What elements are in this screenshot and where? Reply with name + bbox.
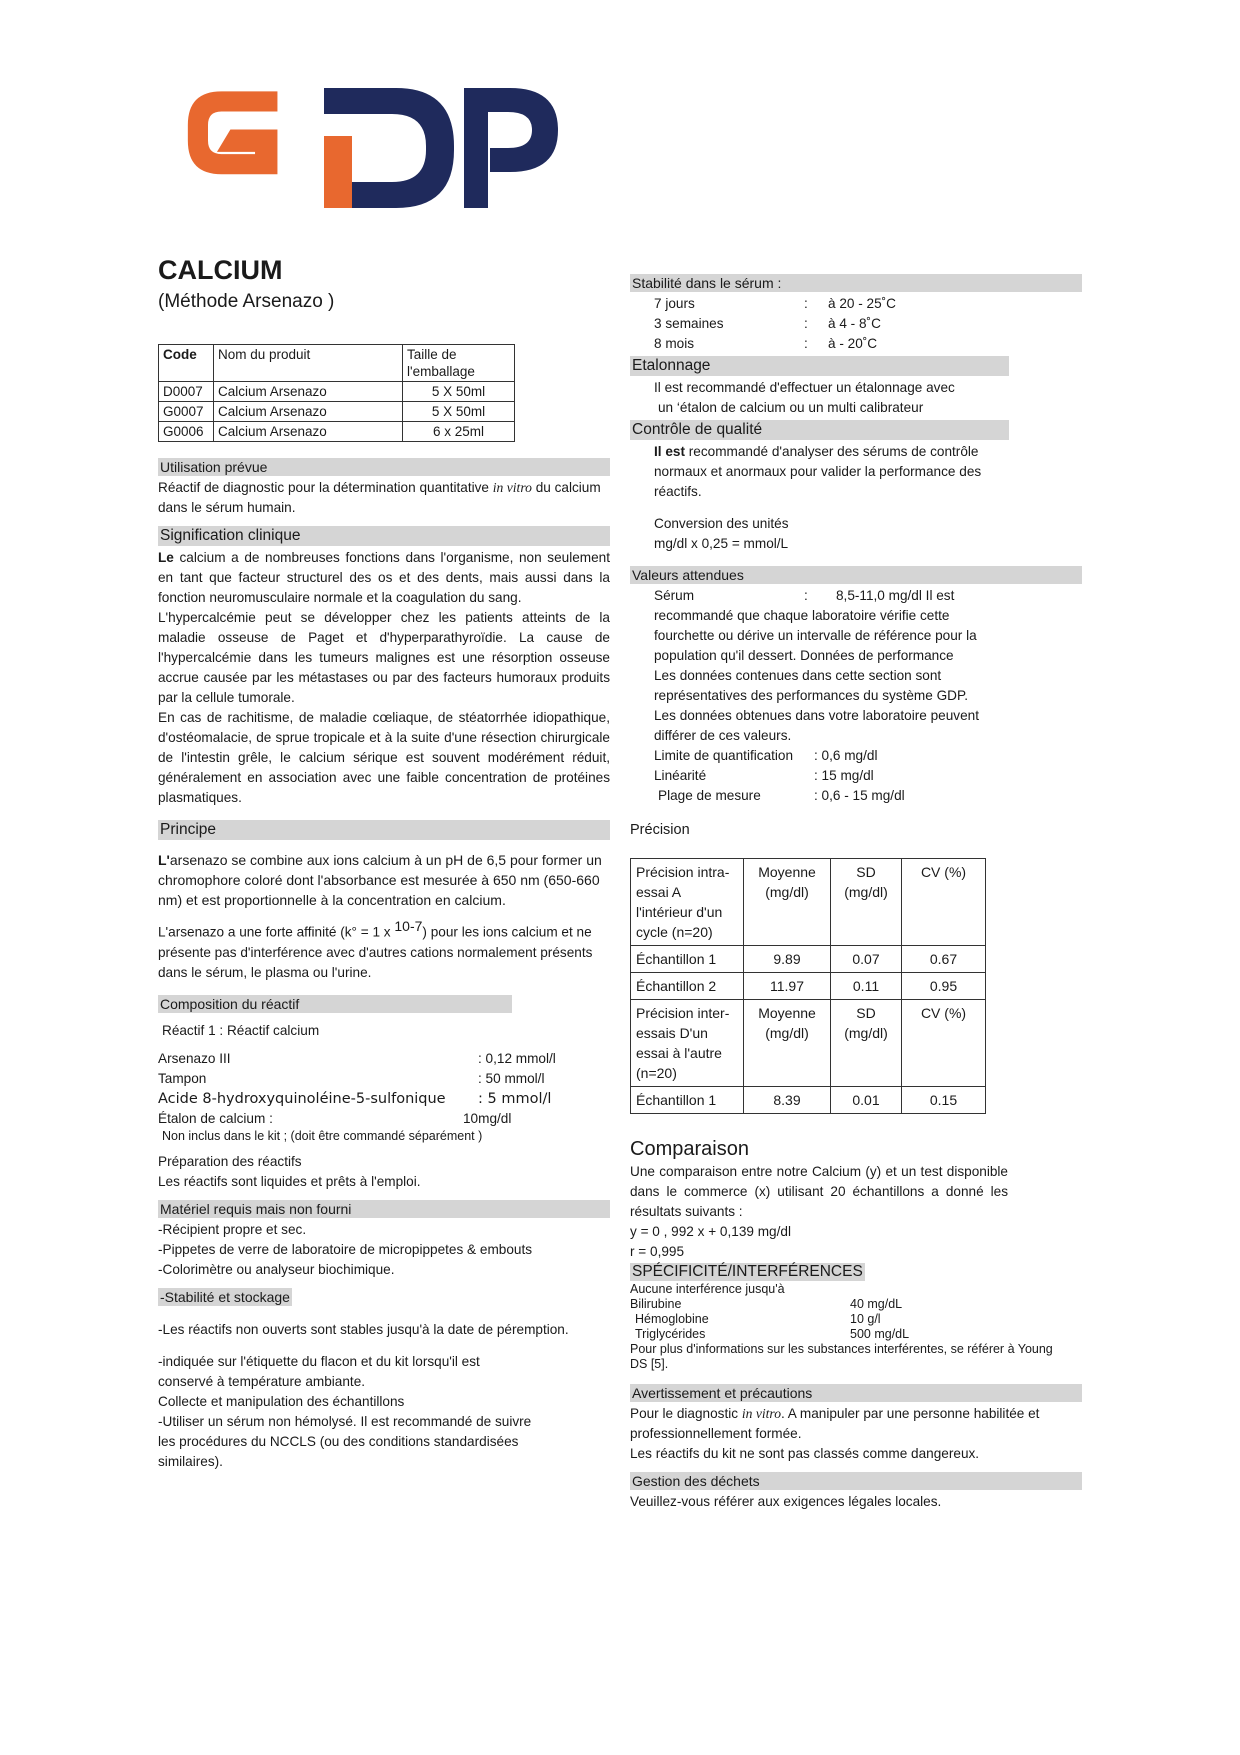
table-cell: 8.39	[744, 1087, 831, 1114]
table-cell: Échantillon 1	[631, 946, 744, 973]
table-cell: 5 X 50ml	[403, 382, 515, 402]
table-cell: 5 X 50ml	[403, 402, 515, 422]
logo-letter-p	[464, 88, 558, 208]
specificite-intro: Aucune interférence jusqu'à	[630, 1282, 785, 1296]
table-cell: 11.97	[744, 973, 831, 1000]
section-header-stabilite: -Stabilité et stockage	[160, 1288, 290, 1305]
table-row	[159, 422, 515, 442]
section-header-valeurs: Valeurs attendues	[630, 566, 1082, 584]
utilisation-text-b: du calcium dans le sérum humain.	[158, 480, 601, 515]
controle-bold: Il est	[654, 444, 685, 459]
table-cell: Calcium Arsenazo	[214, 382, 403, 402]
utilisation-text	[158, 478, 610, 518]
comparaison-title: Comparaison	[630, 1138, 749, 1160]
precision-header-cell: CV (%)	[902, 859, 986, 946]
signification-p1-text: calcium a de nombreuses fonctions dans l'organisme, non seulement en tant que facteur structurel des os et des dents, mais aussi dans la fonction neuromusculaire normale et la coagulation du sang.	[158, 550, 610, 605]
stabilite-serum-row	[630, 334, 1082, 354]
perf-value: : 15 mg/dl	[814, 768, 874, 783]
table-cell: Échantillon 1	[631, 1087, 744, 1114]
specificite-value: 40 mg/dL	[850, 1297, 903, 1311]
comparaison-r: r = 0,995	[630, 1244, 685, 1259]
table-row	[159, 382, 515, 402]
separator: :	[804, 316, 808, 331]
principe-p2-sup: 10-7	[394, 918, 423, 934]
section-header-etalonnage: Etalonnage	[630, 356, 1009, 376]
temperature: à 20 - 25˚C	[828, 296, 897, 311]
right-column	[630, 264, 1082, 1512]
stabilite-p2: -indiquée sur l'étiquette du flacon et du kit lorsqu'il est conservé à température ambiante.	[158, 1353, 480, 1389]
table-cell: 0.15	[902, 1087, 986, 1114]
perf-key: Plage de mesure	[658, 788, 761, 803]
avertissement-text	[630, 1404, 1060, 1444]
composition-item	[158, 1089, 610, 1109]
perf-value: : 0,6 - 15 mg/dl	[814, 788, 905, 803]
specificite-value: 10 g/l	[850, 1312, 881, 1326]
section-header-stabilite-serum: Stabilité dans le sérum :	[630, 274, 1082, 292]
specificite-row	[630, 1327, 1082, 1342]
logo-letter-g	[188, 91, 278, 174]
conversion-text: mg/dl x 0,25 = mmol/L	[654, 536, 789, 551]
composition-reactif: Réactif 1 : Réactif calcium	[162, 1022, 320, 1038]
precision-label-cell: Précision intra-essai A l'intérieur d'un cycle (n=20)	[631, 859, 744, 946]
perf-value: : 0,6 mg/dl	[814, 748, 878, 763]
preparation-text: Les réactifs sont liquides et prêts à l'emploi.	[158, 1173, 421, 1189]
logo-d-orange-bar	[324, 136, 352, 208]
preparation-title: Préparation des réactifs	[158, 1153, 302, 1169]
table-header-row	[159, 345, 515, 382]
table-cell: 0.67	[902, 946, 986, 973]
precision-header-row	[631, 1000, 986, 1087]
etalon-note: Non inclus dans le kit ; (doit être commandé séparément )	[162, 1128, 483, 1143]
dechets-text: Veuillez-vous référer aux exigences légales locales.	[630, 1494, 942, 1509]
section-header-controle: Contrôle de qualité	[630, 420, 1009, 440]
table-cell: 6 x 25ml	[403, 422, 515, 442]
specificite-note: Pour plus d'informations sur les substances interférentes, se référer à Young DS [5].	[630, 1342, 1053, 1371]
gdp-logo	[184, 84, 564, 214]
section-header-signification: Signification clinique	[158, 526, 610, 546]
comparaison-eq: y = 0 , 992 x + 0,139 mg/dl	[630, 1224, 791, 1239]
table-row	[631, 973, 986, 1000]
section-header-composition: Composition du réactif	[158, 995, 512, 1013]
left-column	[158, 452, 610, 1472]
utilisation-text-a: Réactif de diagnostic pour la détermination quantitative	[158, 480, 493, 495]
precision-label-cell: Précision inter-essais D'un essai à l'autre (n=20)	[631, 1000, 744, 1087]
perf-row	[630, 766, 1082, 786]
etalon-value: 10mg/dl	[463, 1110, 512, 1126]
signification-p1-bold: Le	[158, 550, 174, 565]
avertissement-italic: in vitro	[741, 1406, 781, 1421]
utilisation-italic: in vitro	[492, 480, 532, 495]
perf-row	[630, 746, 1082, 766]
precision-title: Précision	[630, 822, 690, 838]
table-row	[631, 946, 986, 973]
principe-p2-b: ) pour les ions calcium et ne présente pas d'interférence avec d'autres cations normalement présents dans le sérum, le plasma ou l'urine.	[158, 924, 593, 980]
temperature: à 4 - 8˚C	[828, 316, 881, 331]
etalon-label: Étalon de calcium :	[158, 1110, 273, 1126]
principe-p1-bold: L'	[158, 852, 170, 868]
perf-key: Linéarité	[654, 768, 707, 783]
duration: 3 semaines	[654, 316, 724, 331]
composition-item-name: Tampon	[158, 1070, 207, 1086]
table-cell: Calcium Arsenazo	[214, 422, 403, 442]
duration: 7 jours	[654, 296, 695, 311]
precision-header-cell: Moyenne (mg/dl)	[744, 1000, 831, 1087]
serum-value: 8,5-11,0 mg/dl Il est	[836, 588, 955, 603]
principe-p1-text: arsenazo se combine aux ions calcium à un pH de 6,5 pour former un chromophore coloré dont l'absorbance est mesurée à 650 nm (650-660 nm) et est proportionnelle à la concentration en calcium.	[158, 852, 602, 908]
precision-table	[630, 858, 986, 1114]
page-subtitle: (Méthode Arsenazo )	[158, 291, 335, 312]
avertissement-a: Pour le diagnostic	[630, 1406, 742, 1421]
section-header-principe: Principe	[158, 820, 610, 840]
collecte-title: Collecte et manipulation des échantillons	[158, 1393, 405, 1409]
conversion-title: Conversion des unités	[654, 516, 789, 531]
specificite-row	[630, 1312, 1082, 1327]
valeurs-p3: Les données obtenues dans votre laboratoire peuvent différer de ces valeurs.	[654, 708, 979, 743]
table-header-cell: Code	[159, 345, 214, 382]
serum-row	[630, 586, 1082, 606]
specificite-title: SPÉCIFICITÉ/INTERFÉRENCES	[632, 1263, 863, 1280]
controle-text	[630, 442, 999, 502]
specificite-key: Triglycérides	[635, 1327, 706, 1341]
specificite-key: Bilirubine	[630, 1297, 682, 1311]
table-cell: G0006	[159, 422, 214, 442]
product-table	[158, 344, 515, 442]
etalonnage-l2: un ‘étalon de calcium ou un multi calibrateur	[658, 400, 924, 415]
avertissement-p2: Les réactifs du kit ne sont pas classés comme dangereux.	[630, 1446, 980, 1461]
separator: :	[804, 336, 808, 351]
specificite-row	[630, 1297, 1082, 1312]
stabilite-p1: -Les réactifs non ouverts sont stables jusqu'à la date de péremption.	[158, 1321, 569, 1337]
materiel-item: -Pippetes de verre de laboratoire de micropippetes & embouts	[158, 1241, 533, 1257]
composition-item	[158, 1049, 610, 1069]
controle-body: recommandé d'analyser des sérums de contrôle normaux et anormaux pour valider la performance des réactifs.	[654, 444, 982, 499]
composition-item-value: : 50 mmol/l	[478, 1070, 545, 1086]
specificite-value: 500 mg/dL	[850, 1327, 910, 1341]
stabilite-serum-row	[630, 314, 1082, 334]
valeurs-p2: Les données contenues dans cette section sont représentatives des performances du système GDP.	[654, 668, 969, 703]
table-header-cell: Taille de l'emballage	[403, 345, 515, 382]
table-cell: Échantillon 2	[631, 973, 744, 1000]
table-cell: 0.95	[902, 973, 986, 1000]
etalonnage-l1: Il est recommandé d'effectuer un étalonnage avec	[654, 380, 955, 395]
page-title: CALCIUM	[158, 255, 283, 285]
perf-row	[630, 786, 1082, 806]
table-cell: D0007	[159, 382, 214, 402]
table-cell: 0.01	[831, 1087, 902, 1114]
signification-p2: L'hypercalcémie peut se développer chez les patients atteints de la maladie osseuse de Paget et d'hyperparathyroïdie. La cause de l'hypercalcémie dans les tumeurs malignes est une résorption osseuse accrue causée par les métastases ou par des facteurs humoraux produits par la cellule tumorale.	[158, 610, 610, 705]
principe-p2-a: L'arsenazo a une forte affinité (k° = 1 x	[158, 924, 395, 940]
etalon-row	[158, 1109, 610, 1129]
signification-p3: En cas de rachitisme, de maladie cœliaque, de stéatorrhée idiopathique, d'ostéomalacie, de sprue tropicale et à la suite d'une résection chirurgicale de l'intestin grêle, le calcium sérique est souvent modérément réduit, généralement en association avec une faible concentration de protéines plasmatiques.	[158, 710, 610, 805]
section-header-materiel: Matériel requis mais non fourni	[158, 1200, 610, 1218]
composition-item	[158, 1069, 610, 1089]
precision-header-cell: Moyenne (mg/dl)	[744, 859, 831, 946]
precision-header-cell: SD (mg/dl)	[831, 859, 902, 946]
serum-sep: :	[804, 588, 808, 603]
table-cell: 0.07	[831, 946, 902, 973]
composition-item-name: Arsenazo III	[158, 1050, 231, 1066]
signification-p1	[158, 548, 610, 608]
avertissement-b: . A manipuler par une personne habilitée et professionnellement formée.	[630, 1406, 1040, 1441]
principe-p2	[158, 916, 610, 983]
section-header-dechets: Gestion des déchets	[630, 1472, 1082, 1490]
materiel-item: -Colorimètre ou analyseur biochimique.	[158, 1261, 395, 1277]
serum-label: Sérum	[654, 588, 695, 603]
table-cell: 9.89	[744, 946, 831, 973]
table-cell: G0007	[159, 402, 214, 422]
precision-header-cell: SD (mg/dl)	[831, 1000, 902, 1087]
comparaison-text: Une comparaison entre notre Calcium (y) et un test disponible dans le commerce (x) utilisant 20 échantillons a donné les résultats suivants :	[630, 1164, 1008, 1219]
temperature: à - 20˚C	[828, 336, 878, 351]
composition-item-value: : 0,12 mmol/l	[478, 1050, 556, 1066]
specificite-key: Hémoglobine	[635, 1312, 709, 1326]
valeurs-bold-text: recommandé que chaque laboratoire vérifie cette fourchette ou dérive un intervalle de référence pour la population qu'il dessert. Données de performance	[654, 608, 977, 663]
table-cell: Calcium Arsenazo	[214, 402, 403, 422]
table-row	[631, 1087, 986, 1114]
perf-key: Limite de quantification	[654, 748, 794, 763]
materiel-item: -Récipient propre et sec.	[158, 1221, 307, 1237]
section-header-utilisation: Utilisation prévue	[158, 458, 610, 476]
principe-p1	[158, 850, 610, 910]
table-row	[159, 402, 515, 422]
duration: 8 mois	[654, 336, 695, 351]
section-header-avertissement: Avertissement et précautions	[630, 1384, 1082, 1402]
precision-header-row	[631, 859, 986, 946]
collecte-text: -Utiliser un sérum non hémolysé. Il est recommandé de suivre les procédures du NCCLS (ou des conditions standardisées similaires).	[158, 1413, 532, 1469]
precision-header-cell: CV (%)	[902, 1000, 986, 1087]
stabilite-serum-row	[630, 294, 1082, 314]
separator: :	[804, 296, 808, 311]
table-cell: 0.11	[831, 973, 902, 1000]
composition-item-name: Acide 8-hydroxyquinoléine-5-sulfonique	[158, 1090, 446, 1107]
table-header-cell: Nom du produit	[214, 345, 403, 382]
composition-item-value: : 5 mmol/l	[478, 1090, 552, 1107]
